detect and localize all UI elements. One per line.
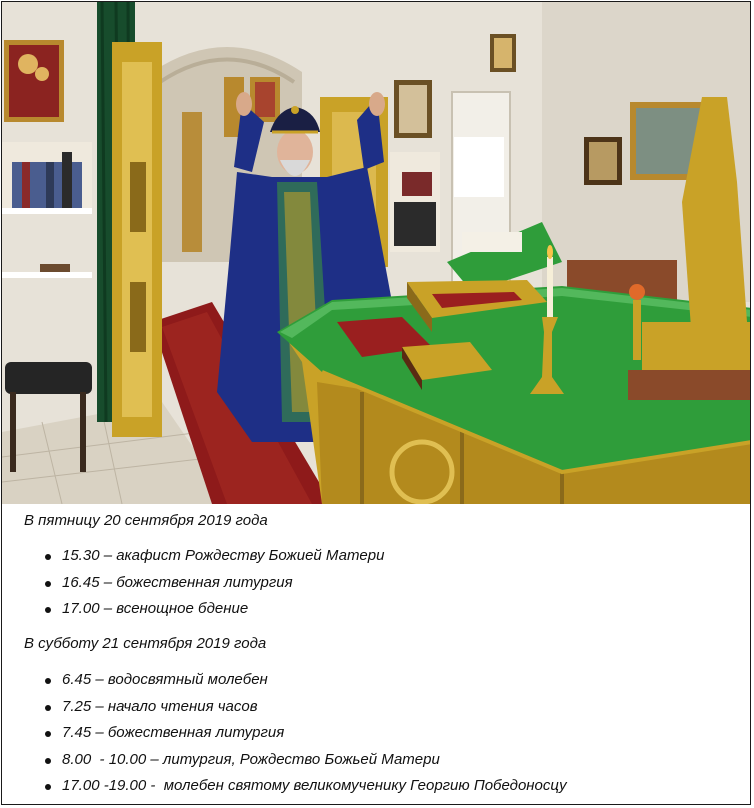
list-item: 8.00 - 10.00 – литургия, Рождество Божьей Матери — [2, 750, 567, 777]
list-item: 16.45 – божественная литургия — [2, 573, 384, 600]
church-altar-photo — [2, 2, 751, 504]
page-frame — [1, 1, 751, 805]
list-item: 15.30 – акафист Рождеству Божией Матери — [2, 546, 384, 573]
list-item: 7.45 – божественная литургия — [2, 723, 567, 750]
service-schedule — [2, 504, 750, 804]
list-item: 7.25 – начало чтения часов — [2, 697, 567, 724]
saturday-services-list — [2, 670, 567, 803]
list-item: 17.00 – всенощное бдение — [2, 599, 384, 626]
saturday-heading: В субботу 21 сентября 2019 года — [24, 635, 267, 652]
friday-services-list — [2, 546, 384, 626]
list-item: 6.45 – водосвятный молебен — [2, 670, 567, 697]
friday-heading: В пятницу 20 сентября 2019 года — [24, 512, 268, 529]
list-item: 17.00 -19.00 - молебен святому великомученику Георгию Победоносцу — [2, 776, 567, 803]
